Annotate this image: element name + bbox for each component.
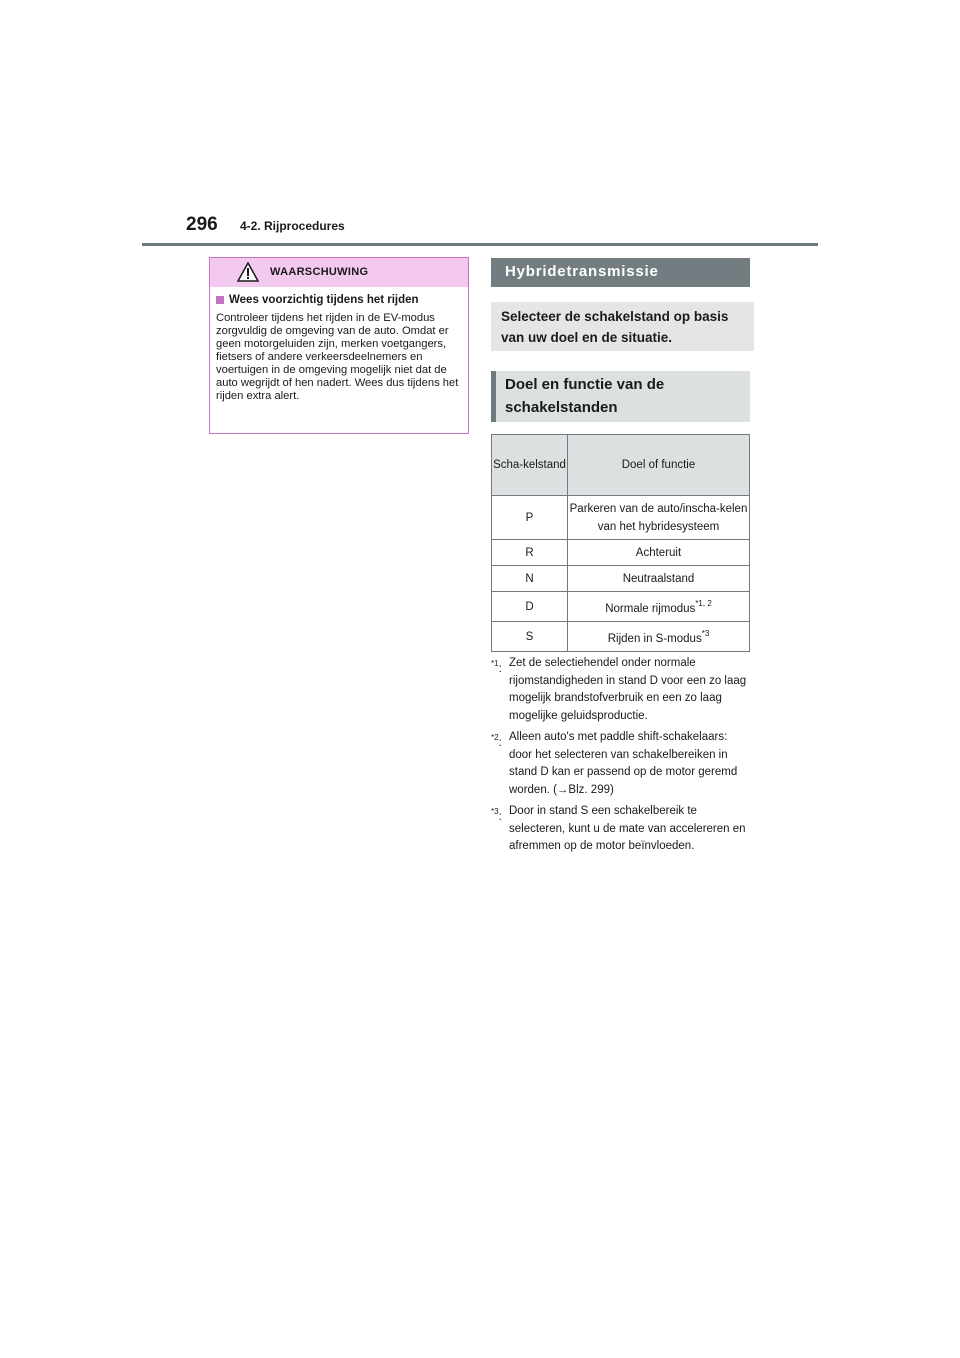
footnote-text: Door in stand S een schakelbereik te selecteren, kunt u de mate van accelereren en afremmen op de motor beïnvloeden. (509, 805, 746, 852)
page-number: 296 (186, 214, 218, 235)
warning-header (210, 258, 468, 287)
table-row (492, 540, 750, 566)
warning-triangle-icon (237, 262, 259, 282)
table-cell-position: S (492, 622, 568, 652)
table-cell-position: N (492, 566, 568, 592)
table-header-position (492, 435, 568, 496)
table-header-function (568, 435, 750, 496)
table-cell-position: P (492, 496, 568, 540)
section-bar-title: Hybridetransmissie (505, 263, 659, 280)
table-row (492, 496, 750, 540)
warning-body: Controleer tijdens het rijden in de EV-modus zorgvuldig de omgeving van de auto. Omdat er geen motorgeluiden zijn, merken voetgangers, fietsers of andere verkeersdeelnemers en voertuigen in de omgeving mogelijk niet dat de auto wegrijdt of hen nadert. Wees dus tijdens het rijden extra alert. (216, 312, 459, 402)
footnote-ref: *1, 2 (695, 598, 712, 608)
warning-subheading-text: Wees voorzichtig tijdens het rijden (229, 294, 419, 306)
table-cell-position: R (492, 540, 568, 566)
table-cell-function: Achteruit (568, 540, 750, 566)
footnote-mark: $^{*1}$: (491, 659, 502, 675)
footnote-mark-text: *1 (491, 659, 499, 668)
table-cell-function (568, 622, 750, 652)
table-cell-function (568, 592, 750, 622)
footnotes (491, 655, 753, 860)
square-bullet-icon (216, 296, 224, 304)
header-divider (142, 243, 818, 246)
table-header-row (492, 435, 750, 496)
footnote-mark-text: *3 (491, 807, 499, 816)
footnote-mark-text: *2 (491, 733, 499, 742)
table-row (492, 566, 750, 592)
footnote (491, 729, 753, 799)
header-text: Doel of functie (621, 459, 696, 471)
warning-title: WAARSCHUWING (270, 266, 369, 278)
footnote-ref: *3 (701, 628, 710, 638)
footnote-text: Zet de selectiehendel onder normale rijomstandigheden in stand D voor een zo laag mogelijk brandstofverbruik en een zo laag mogelijke geluidsproductie. (509, 657, 747, 722)
footnote-mark: $^{*2}$: (491, 733, 502, 749)
table-cell-function: Neutraalstand (568, 566, 750, 592)
footnote-text: Alleen auto's met paddle shift-schakelaars: door het selecteren van schakelbereiken in stand D kan er passend op de motor geremd worden. (→Blz. 299) (509, 731, 738, 796)
section-title: 4-2. Rijprocedures (240, 219, 345, 233)
function-text: Rijden in S-modus (607, 632, 702, 645)
warning-subheading (216, 294, 468, 306)
sub-heading: Doel en functie van de schakelstanden (491, 371, 750, 422)
table-cell-position: D (492, 592, 568, 622)
table-row (492, 622, 750, 652)
function-text: Normale rijmodus (605, 602, 696, 615)
header-text: Scha-kelstand (493, 459, 566, 471)
shift-position-table (491, 434, 750, 652)
warning-box (209, 257, 469, 434)
footnote-mark: $^{*3}$: (491, 807, 502, 823)
intro-box: Selecteer de schakelstand op basis van uw doel en de situatie. (491, 302, 754, 351)
footnote (491, 655, 753, 725)
table-row (492, 592, 750, 622)
table-cell-function: Parkeren van de auto/inscha-kelen van het hybridesysteem (568, 496, 750, 540)
section-bar (491, 258, 750, 287)
footnote (491, 803, 753, 856)
